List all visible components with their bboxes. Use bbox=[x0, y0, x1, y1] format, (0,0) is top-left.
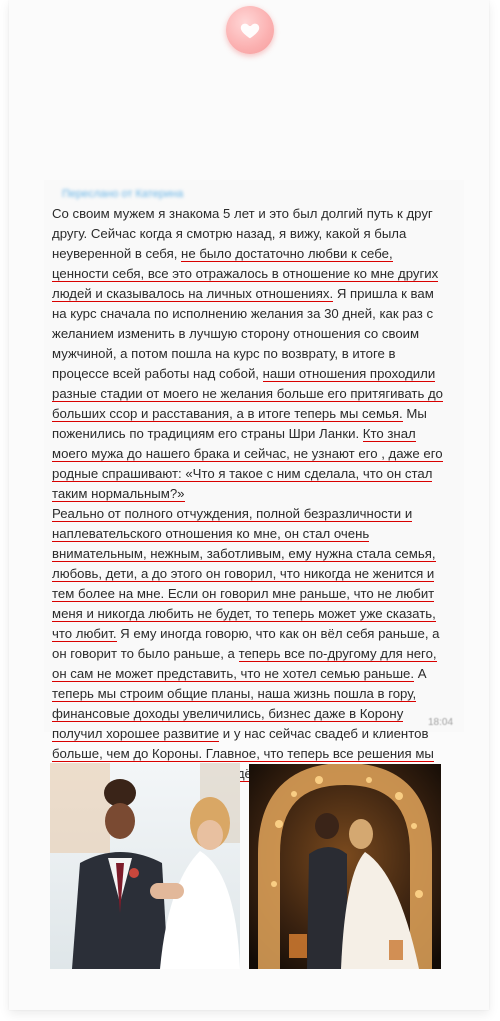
text-segment: Со своим мужем я знакома 5 лет и это был долгий путь к друг bbox=[52, 206, 433, 221]
underlined-text: больше, чем до Короны. Главное, что теперь все решения мы bbox=[52, 746, 434, 761]
underlined-text: меня и никогда любить не будет, то теперь может уже сказать, bbox=[52, 606, 436, 621]
message-line bbox=[52, 564, 462, 584]
message-line bbox=[52, 524, 462, 544]
message-line bbox=[52, 604, 462, 624]
underlined-text: теперь все по-другому для него, bbox=[238, 646, 437, 661]
underlined-text: родные спрашивают: «Что я такое с ним сделала, что он стал bbox=[52, 466, 433, 481]
text-segment: желанием изменить в лучшую сторону отношения со своим bbox=[52, 326, 420, 341]
text-segment: А bbox=[414, 666, 427, 681]
underlined-text: людей и сказывалось на личных отношениях. bbox=[52, 286, 334, 301]
underlined-text: ценности себя, все это отражалось в отношение ко мне других bbox=[52, 266, 439, 281]
message-line bbox=[52, 284, 462, 304]
text-segment: Я ему иногда говорю, что как он вёл себя раньше, а bbox=[116, 626, 440, 641]
message-line bbox=[52, 304, 462, 324]
message-line bbox=[52, 544, 462, 564]
text-segment: процессе всей работы над собой, bbox=[52, 366, 263, 381]
message-line bbox=[52, 684, 462, 704]
underlined-text: больших ссор и расставания, а в итоге теперь мы семья. bbox=[52, 406, 403, 421]
message-line bbox=[52, 344, 462, 364]
message-line bbox=[52, 444, 462, 464]
underlined-text: разные стадии от моего не желания больше его притягивать до bbox=[52, 386, 444, 401]
text-segment: неуверенной в себя, bbox=[52, 246, 182, 261]
message-line bbox=[52, 464, 462, 484]
message-line bbox=[52, 244, 462, 264]
message-line bbox=[52, 424, 462, 444]
message-text bbox=[52, 204, 462, 784]
message-line bbox=[52, 324, 462, 344]
underlined-text: идём bbox=[52, 766, 361, 782]
text-segment: мужчиной, а потом пошла на курс по возврату, в итоге в bbox=[52, 346, 396, 361]
wedding-photo-2[interactable] bbox=[249, 764, 441, 969]
message-line bbox=[52, 724, 462, 744]
underlined-text: он сам не может представить, что не хотел семью раньше. bbox=[52, 666, 415, 681]
underlined-text: Кто знал bbox=[362, 426, 416, 441]
underlined-text: финансовые доходы увеличились, бизнес даже в Корону bbox=[52, 706, 404, 721]
message-line bbox=[52, 484, 462, 504]
message-time: 18:04 bbox=[428, 717, 454, 728]
underlined-text: не было достаточно любви к себе, bbox=[181, 246, 393, 261]
underlined-text: любовь, дети, а до этого он говорил, что никогда не женится и bbox=[52, 566, 435, 581]
wedding-photo-2-image bbox=[249, 764, 441, 969]
text-segment: Мы bbox=[402, 406, 427, 421]
underlined-text: наши отношения проходили bbox=[262, 366, 436, 381]
underlined-text: Реально от полного отчуждения, полной безразличности и bbox=[52, 506, 413, 521]
message-line bbox=[52, 644, 462, 664]
message-line bbox=[52, 404, 462, 424]
wedding-photo-1-image bbox=[50, 763, 240, 969]
underlined-text: получил хорошее развитие bbox=[52, 726, 220, 741]
heart-badge bbox=[226, 6, 274, 54]
underlined-text: таким нормальным?» bbox=[52, 486, 185, 501]
message-line bbox=[52, 204, 462, 224]
message-line bbox=[52, 364, 462, 384]
text-segment: и у нас сейчас свадеб и клиентов bbox=[219, 726, 429, 741]
forwarded-from-label[interactable]: Пересланo от Катерина bbox=[62, 188, 184, 200]
message-line bbox=[52, 744, 462, 764]
message-line bbox=[52, 384, 462, 404]
text-segment: он говорит то было раньше, а bbox=[52, 646, 239, 661]
underlined-text: теперь мы строим общие планы, наша жизнь пошла в гору, bbox=[52, 686, 417, 701]
text-segment: на курс сначала по исполнению желания за 30 дней, как раз с bbox=[52, 306, 434, 321]
message-line bbox=[52, 224, 462, 244]
text-segment: Я пришла к вам bbox=[333, 286, 434, 301]
text-segment: поженились по традициям его страны Шри Ланки. bbox=[52, 426, 363, 441]
wedding-photo-1[interactable] bbox=[50, 763, 240, 969]
underlined-text: моего мужа до нашего брака и сейчас, не узнают его , даже его bbox=[52, 446, 443, 461]
heart-icon bbox=[239, 19, 261, 41]
underlined-text: внимательным, нежным, заботливым, ему нужна стала семья, bbox=[52, 546, 436, 561]
message-line bbox=[52, 264, 462, 284]
message-line bbox=[52, 624, 462, 644]
underlined-text: тем более на мне. Если он говорил мне раньше, что не любит bbox=[52, 586, 435, 601]
text-segment: другу. Сейчас когда я смотрю назад, я вижу, какой я была bbox=[52, 226, 407, 241]
underlined-text: наплевательского отношения ко мне, он стал очень bbox=[52, 526, 370, 541]
underlined-text: что любит. bbox=[52, 626, 117, 641]
message-line bbox=[52, 584, 462, 604]
message-line bbox=[52, 704, 462, 724]
message-line bbox=[52, 504, 462, 524]
message-line bbox=[52, 664, 462, 684]
